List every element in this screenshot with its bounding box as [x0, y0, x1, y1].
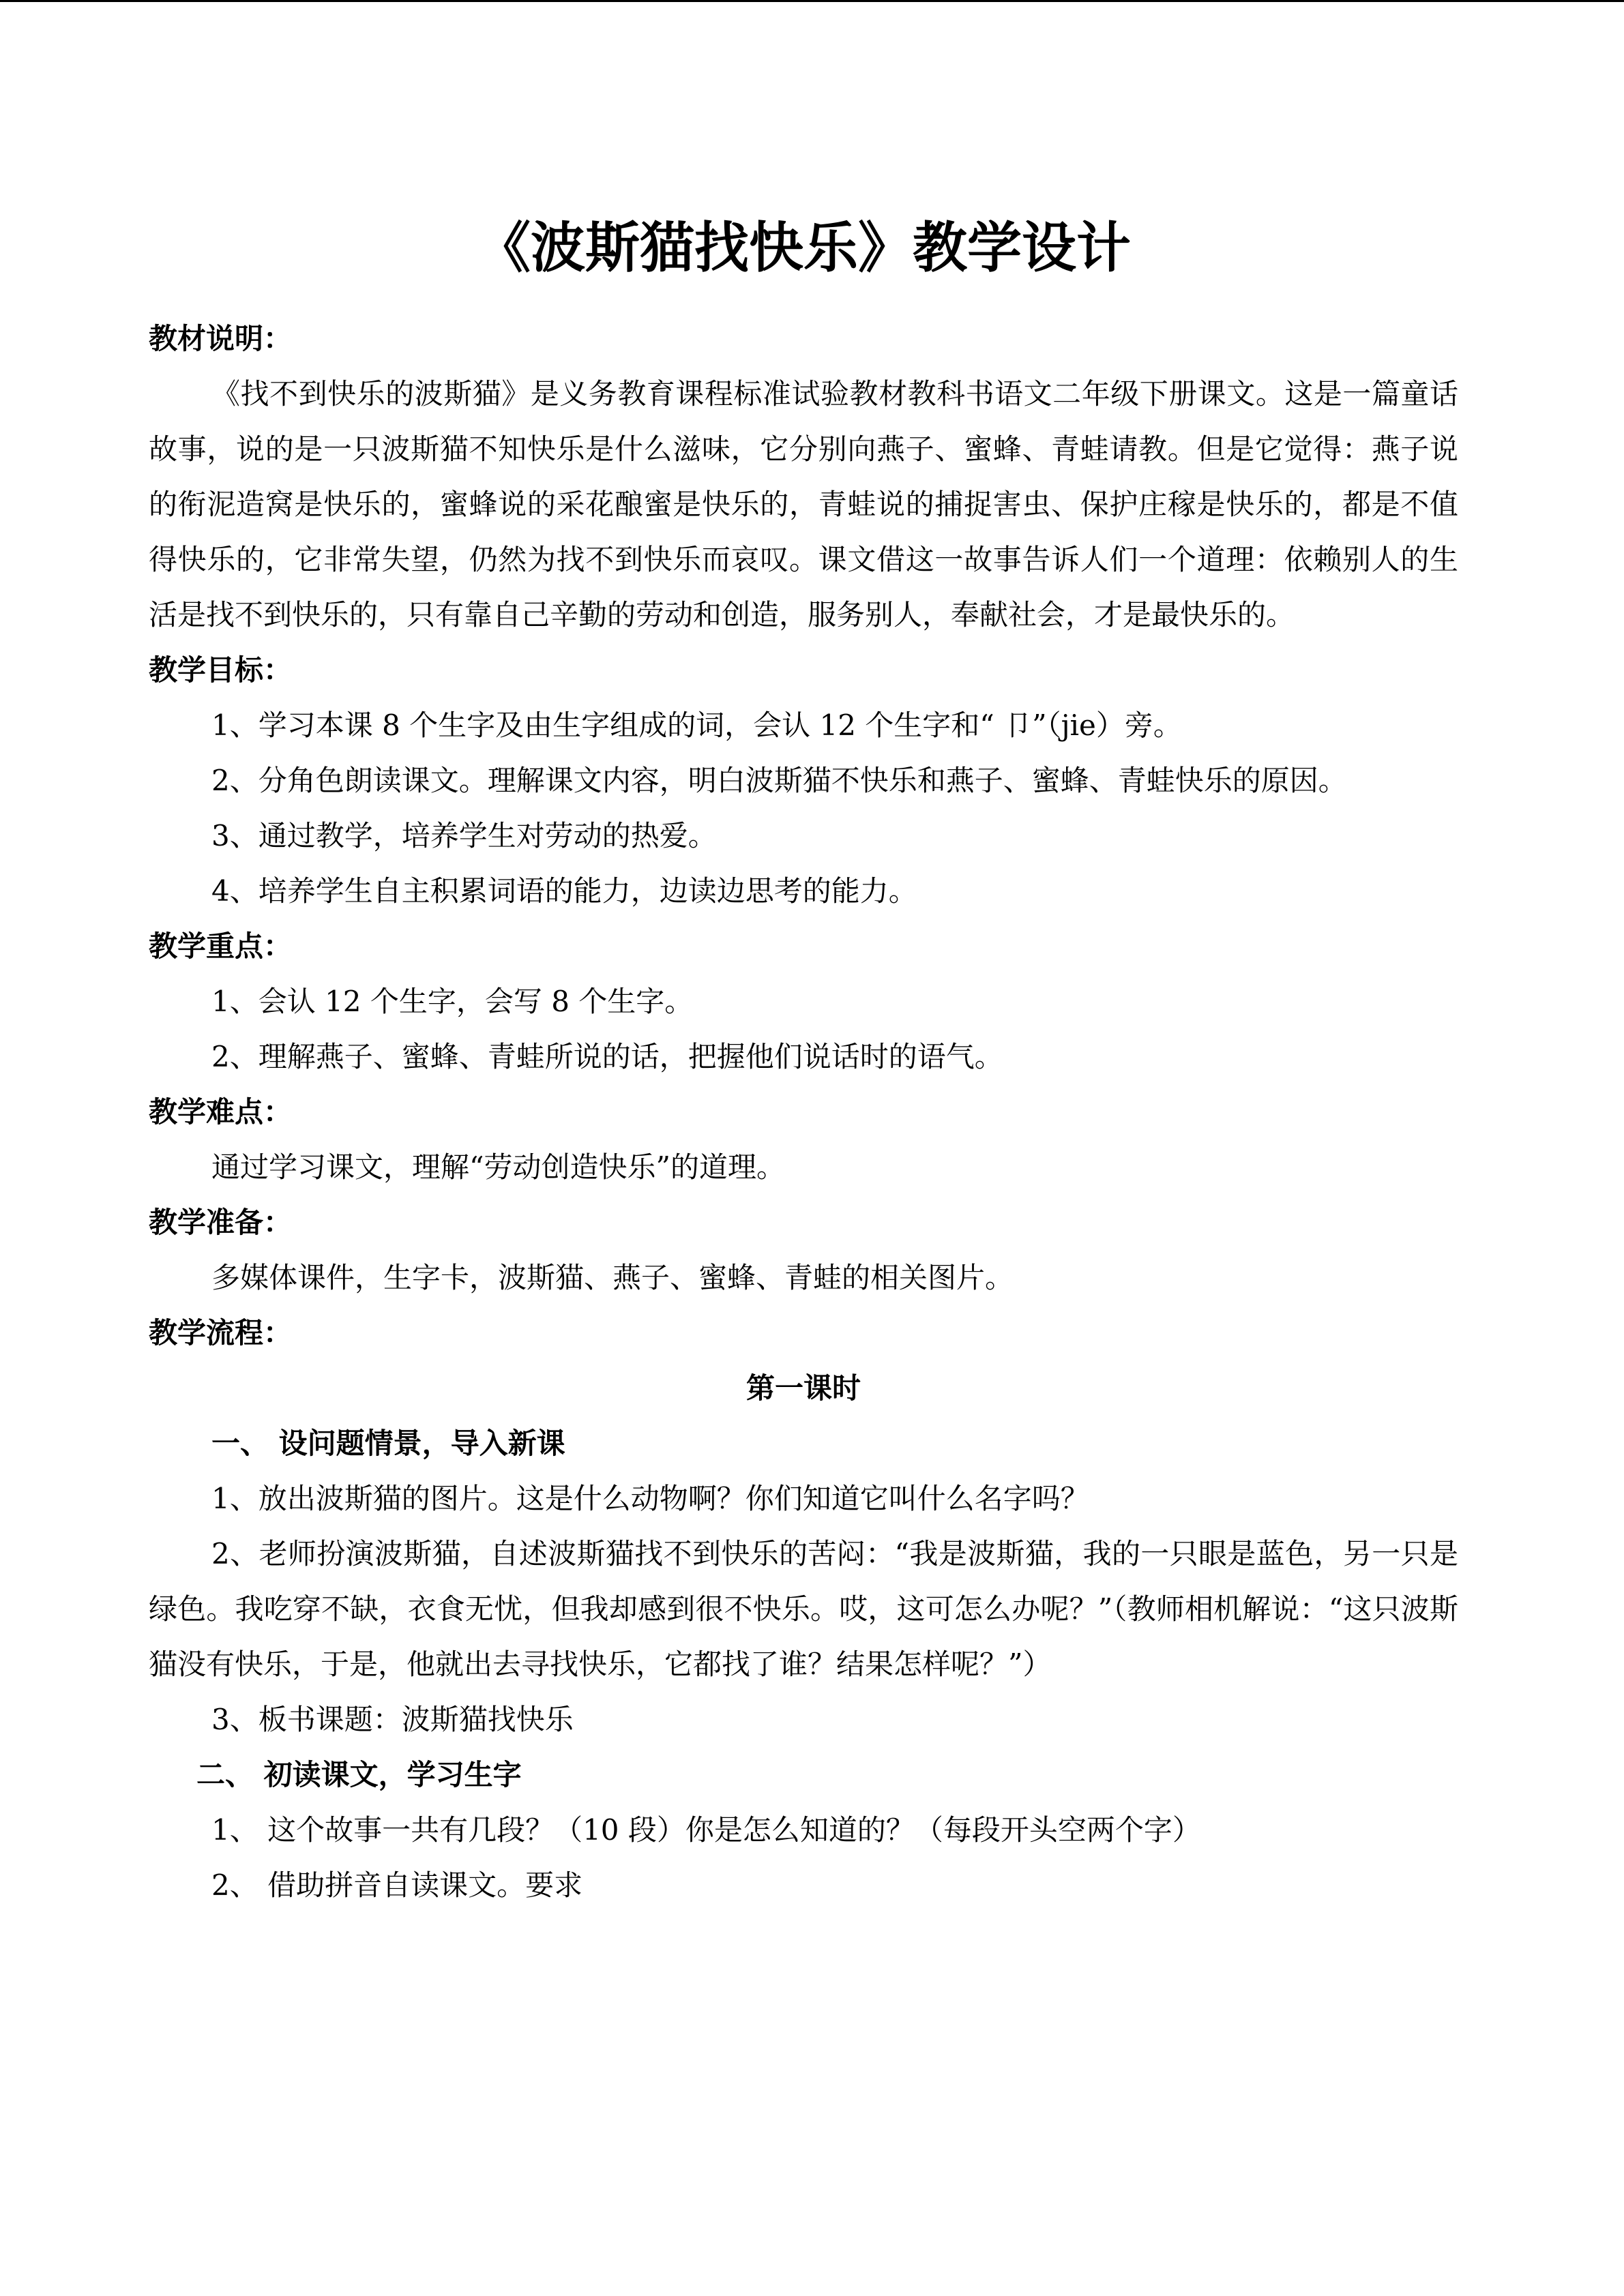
goal-item-4: 4、培养学生自主积累词语的能力，边读边思考的能力。 [211, 874, 917, 908]
key-point-item-2: 2、理解燕子、蜜蜂、青蛙所说的话，把握他们说话时的语气。 [211, 1040, 1003, 1073]
document-body [149, 210, 1458, 1913]
part1-item-1: 1、放出波斯猫的图片。这是什么动物啊？你们知道它叫什么名字吗？ [211, 1482, 1089, 1515]
key-points-heading: 教学重点： [149, 929, 293, 963]
goal-item-3: 3、通过教学，培养学生对劳动的热爱。 [211, 819, 717, 852]
part1-item-2: 2、老师扮演波斯猫，自述波斯猫找不到快乐的苦闷：“我是波斯猫，我的一只眼是蓝色，另一只是绿色。我吃穿不缺，衣食无忧，但我却感到很不快乐。哎，这可怎么办呢？”（教师相机解说：“这只波斯猫没有快乐，于是，他就出去寻找快乐，它都找了谁？结果怎样呢？”） [149, 1537, 1458, 1681]
part2-title: 二、 初读课文，学习生字 [196, 1758, 522, 1791]
goal-item-1: 1、学习本课 8 个生字及由生字组成的词，会认 12 个生字和“ 卩”（jie）旁。 [211, 709, 1182, 742]
difficulties-text: 通过学习课文，理解“劳动创造快乐”的道理。 [211, 1150, 785, 1184]
part1-item-3: 3、板书课题：波斯猫找快乐 [211, 1703, 574, 1736]
material-heading: 教材说明： [149, 322, 293, 355]
difficulties-heading: 教学难点： [149, 1095, 293, 1129]
goal-item-2: 2、分角色朗读课文。理解课文内容，明白波斯猫不快乐和燕子、蜜蜂、青蛙快乐的原因。 [211, 764, 1347, 797]
document-title: 《波斯猫找快乐》教学设计 [476, 215, 1131, 280]
process-heading: 教学流程： [149, 1316, 293, 1350]
goals-heading: 教学目标： [149, 653, 293, 687]
part2-item-1: 1、 这个故事一共有几段？（10 段）你是怎么知道的？（每段开头空两个字） [211, 1813, 1201, 1847]
part1-title: 一、 设问题情景，导入新课 [211, 1427, 565, 1460]
material-text: 《找不到快乐的波斯猫》是义务教育课程标准试验教材教科书语文二年级下册课文。这是一篇童话故事，说的是一只波斯猫不知快乐是什么滋味，它分别向燕子、蜜蜂、青蛙请教。但是它觉得：燕子说的衔泥造窝是快乐的，蜜蜂说的采花酿蜜是快乐的，青蛙说的捕捉害虫、保护庄稼是快乐的，都是不值得快乐的，它非常失望，仍然为找不到快乐而哀叹。课文借这一故事告诉人们一个道理：依赖别人的生活是找不到快乐的，只有靠自己辛勤的劳动和创造，服务别人，奉献社会，才是最快乐的。 [149, 377, 1458, 631]
preparation-text: 多媒体课件，生字卡，波斯猫、燕子、蜜蜂、青蛙的相关图片。 [211, 1261, 1014, 1294]
part2-item-2: 2、 借助拼音自读课文。要求 [211, 1868, 583, 1902]
preparation-heading: 教学准备： [149, 1206, 293, 1239]
key-point-item-1: 1、会认 12 个生字，会写 8 个生字。 [211, 985, 694, 1018]
lesson-title: 第一课时 [745, 1371, 861, 1405]
